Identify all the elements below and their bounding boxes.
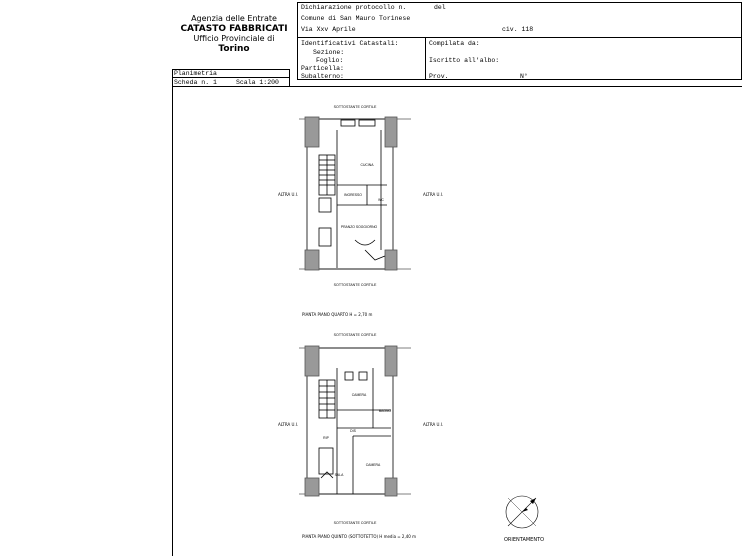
planimetria-label: Planimetria <box>174 70 217 77</box>
room-bagno: BAGNO <box>378 409 392 413</box>
room-rip: RIP <box>323 436 329 440</box>
prov-label: Prov. <box>429 73 449 80</box>
plan-top-caption: PIANTA PIANO QUARTO H = 2,70 m <box>302 312 373 317</box>
identificativi-label: Identificativi Catastali: <box>301 40 399 47</box>
plan-top-label-bottom: SOTTOSTANTE CORTILE <box>333 283 377 287</box>
foglio-label: Foglio: <box>316 57 344 64</box>
ufficio-label: Ufficio Provinciale di <box>193 34 275 43</box>
compass-icon <box>500 490 548 534</box>
scheda-label: Scheda n. 1 <box>174 79 217 86</box>
room-dis: DIS <box>350 429 356 433</box>
agency-block <box>172 14 296 54</box>
room-camera-bottom: CAMERA <box>365 463 381 467</box>
floor-plan-top <box>295 100 415 290</box>
date-label: del <box>434 4 446 11</box>
particella-label: Particella: <box>301 65 344 72</box>
room-ingresso: INGRESSO <box>344 193 362 197</box>
room-sala: SALA <box>334 473 344 477</box>
sezione-label: Sezione: <box>313 49 345 56</box>
provincia-name: Torino <box>218 44 250 54</box>
plan-bottom-label-bottom: SOTTOSTANTE CORTILE <box>333 521 377 525</box>
subalterno-label: Subalterno: <box>301 73 344 80</box>
protocol-label: Dichiarazione protocollo n. <box>301 4 407 11</box>
comune-value: Comune di San Mauro Torinese <box>301 15 411 22</box>
plan-bottom-caption: PIANTA PIANO QUINTO (SOTTOTETTO) H media = 2,40 m <box>302 534 416 539</box>
catasto-title: CATASTO FABBRICATI <box>180 24 288 34</box>
plan-top-altra-right: ALTRA U.I. <box>423 192 444 197</box>
iscritto-label: Iscritto all'albo: <box>429 57 500 64</box>
scala-label: Scala 1:200 <box>236 79 279 86</box>
room-camera-top: CAMERA <box>351 393 367 397</box>
plan-bottom-altra-left: ALTRA U.I. <box>278 422 299 427</box>
plan-bottom-label-top: SOTTOSTANTE CORTILE <box>333 333 377 337</box>
orientation-label: ORIENTAMENTO <box>504 537 545 543</box>
drawing-frame <box>172 86 742 556</box>
agency-name: Agenzia delle Entrate <box>191 14 277 23</box>
plan-top-altra-left: ALTRA U.I. <box>278 192 299 197</box>
plan-bottom-altra-right: ALTRA U.I. <box>423 422 444 427</box>
room-wc: WC <box>378 198 384 202</box>
compilata-label: Compilata da: <box>429 40 480 47</box>
n-label: N° <box>520 73 528 80</box>
plan-top-label-top: SOTTOSTANTE CORTILE <box>333 105 377 109</box>
floor-plan-bottom <box>295 328 415 528</box>
room-pranzo-soggiorno: PRANZO SOGGIORNO <box>340 225 378 229</box>
address-value: Via Xxv Aprile <box>301 26 356 33</box>
room-cucina: CUCINA <box>360 163 374 167</box>
civ-value: civ. 118 <box>502 26 534 33</box>
